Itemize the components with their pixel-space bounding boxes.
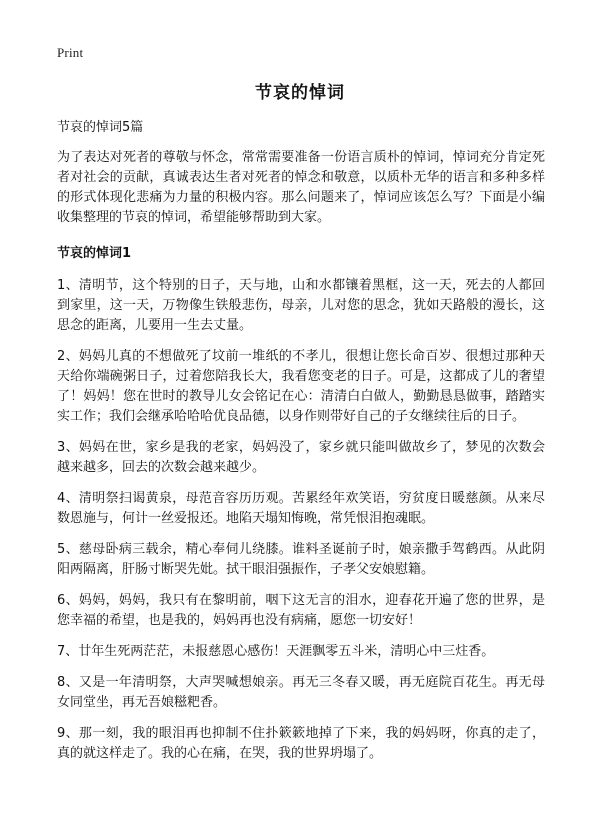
page-title: 节哀的悼词 [255,83,345,103]
eulogy-paragraph-4: 4、清明祭扫谒黄泉，母范音容历历观。苦累经年欢笑语，穷贫度日暖慈颜。从来尽数恩施与，何计一丝爱报还。地陷天塌知悔晚，常凭恨泪抱魂眠。 [57,491,545,526]
eulogy-paragraph-5: 5、慈母卧病三载余，精心奉伺儿绕膝。谁料圣诞前子时，娘亲撒手驾鹤西。从此阴阳两隔离，肝肠寸断哭先妣。拭干眼泪强振作，子孝父安娘慰籍。 [57,542,545,577]
eulogy-paragraph-9: 9、那一刻，我的眼泪再也抑制不住扑簌簌地掉了下来，我的妈妈呀，你真的走了，真的就这样走了。我的心在痛，在哭，我的世界坍塌了。 [57,726,545,761]
eulogy-paragraph-3: 3、妈妈在世，家乡是我的老家，妈妈没了，家乡就只能叫做故乡了，梦见的次数会越来越多，回去的次数会越来越少。 [57,440,545,475]
eulogy-paragraph-2: 2、妈妈儿真的不想做死了坟前一堆纸的不孝儿，很想让您长命百岁、很想过那种天天给你端碗粥日子，过着您陪我长大，我看您变老的日子。可是，这都成了儿的奢望了！妈妈！您在世时的教导儿女会铭记在心：清清白白做人，勤勤恳恳做事，踏踏实实工作；我们会继承哈哈哈优良品德，以身作则带好自己的子女继续往后的日子。 [57,349,545,424]
print-link[interactable]: Print [57,45,84,60]
article-body [57,118,545,775]
article-subtitle: 节哀的悼词5篇 [57,120,144,135]
section-heading: 节哀的悼词1 [57,246,132,261]
eulogy-paragraph-6: 6、妈妈，妈妈，我只有在黎明前，咽下这无言的泪水，迎春花开遍了您的世界，是您幸福的希望，也是我的，妈妈再也没有病痛，愿您一切安好！ [57,593,545,628]
eulogy-paragraph-8: 8、又是一年清明祭，大声哭喊想娘亲。再无三冬春又暖，再无庭院百花生。再无母女同堂坐，再无吾娘糍粑香。 [57,675,545,710]
eulogy-paragraph-7: 7、廿年生死两茫茫，未报慈恩心感伤！天涯飘零五斗米，清明心中三炷香。 [57,644,495,659]
eulogy-paragraph-1: 1、清明节，这个特别的日子，天与地，山和水都镶着黑框，这一天，死去的人都回到家里，这一天，万物像生铁般悲伤，母亲，儿对您的思念，犹如天路般的漫长，这思念的距离，儿要用一生去丈量。 [57,278,545,333]
intro-paragraph: 为了表达对死者的尊敬与怀念，常常需要准备一份语言质朴的悼词，悼词充分肯定死者对社会的贡献，真诚表达生者对死者的悼念和敬意，以质朴无华的语言和多种多样的形式体现化悲痛为力量的积极内容。那么问题来了，悼词应该怎么写？下面是小编收集整理的节哀的悼词，希望能够帮助到大家。 [57,150,545,225]
